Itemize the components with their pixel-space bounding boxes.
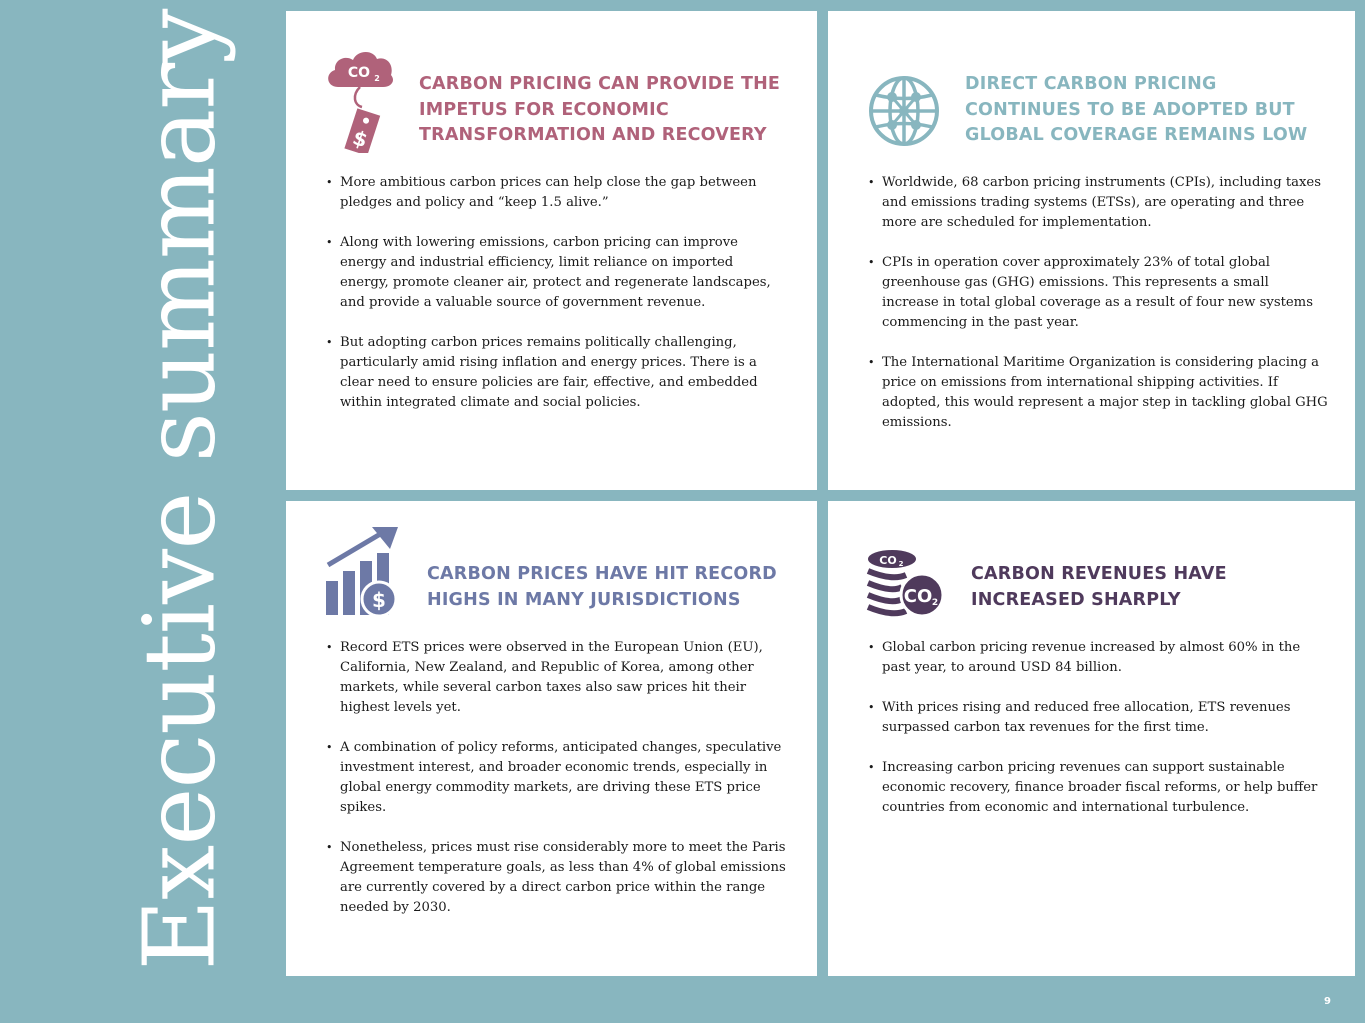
bullet-item: • The International Maritime Organization is considering placing a price on emissions from international shipping activities. If adopted, this would represent a major step in tackling global GHG emissions. <box>868 353 1328 433</box>
bullet-item: • Along with lowering emissions, carbon pricing can improve energy and industrial efficiency, limit reliance on imported energy, promote cleaner air, protect and regenerate landscapes, and provide a valuable source of government revenue. <box>326 233 786 313</box>
section-record-prices <box>286 501 817 976</box>
page-number: 9 <box>1324 996 1331 1007</box>
section-carbon-revenues <box>828 501 1355 976</box>
co2-cloud-price-tag-icon <box>324 45 396 153</box>
bullet-list <box>868 638 1328 838</box>
bullet-item: • Global carbon pricing revenue increased by almost 60% in the past year, to around USD 84 billion. <box>868 638 1328 678</box>
svg-text:2: 2 <box>931 598 939 608</box>
bullet-item: • But adopting carbon prices remains politically challenging, particularly amid rising inflation and energy prices. There is a clear need to ensure policies are fair, effective, and embedded within integrated climate and social policies. <box>326 333 786 413</box>
co2-coin-stack-icon <box>866 547 946 617</box>
bullet-item: • A combination of policy reforms, anticipated changes, speculative investment interest, and broader economic trends, especially in global energy commodity markets, are driving these ETS price spikes. <box>326 738 786 818</box>
svg-text:CO: CO <box>879 554 897 567</box>
bullet-item: • Record ETS prices were observed in the European Union (EU), California, New Zealand, and Republic of Korea, among other markets, while several carbon taxes also saw prices hit their highest levels yet. <box>326 638 786 718</box>
svg-text:2: 2 <box>374 74 380 83</box>
bullet-item: • More ambitious carbon prices can help close the gap between pledges and policy and “keep 1.5 alive.” <box>326 173 786 213</box>
bullet-item: • Worldwide, 68 carbon pricing instruments (CPIs), including taxes and emissions trading systems (ETSs), are operating and three more are scheduled for implementation. <box>868 173 1328 233</box>
globe-network-icon <box>868 75 940 147</box>
section-global-coverage <box>828 11 1355 490</box>
svg-text:$: $ <box>349 125 371 153</box>
page-title-container <box>80 9 280 971</box>
section-heading: CARBON PRICES HAVE HIT RECORD HIGHS IN MANY JURISDICTIONS <box>427 564 777 610</box>
bullet-item: • Increasing carbon pricing revenues can support sustainable economic recovery, finance broader fiscal reforms, or help buffer countries from economic and international turbulence. <box>868 758 1328 818</box>
bullet-item: • Nonetheless, prices must rise considerably more to meet the Paris Agreement temperature goals, as less than 4% of global emissions are currently covered by a direct carbon price within the range needed by 2030. <box>326 838 786 918</box>
svg-text:CO: CO <box>347 65 371 81</box>
section-heading: CARBON REVENUES HAVE INCREASED SHARPLY <box>971 564 1227 610</box>
rising-bar-chart-dollar-icon <box>324 523 404 619</box>
section-heading: DIRECT CARBON PRICING CONTINUES TO BE ADOPTED BUT GLOBAL COVERAGE REMAINS LOW <box>965 74 1308 145</box>
bullet-item: • With prices rising and reduced free allocation, ETS revenues surpassed carbon tax revenues for the first time. <box>868 698 1328 738</box>
page-title: Executive summary <box>123 9 238 971</box>
svg-text:$: $ <box>372 588 386 612</box>
bullet-list <box>868 173 1328 453</box>
section-heading: CARBON PRICING CAN PROVIDE THE IMPETUS FOR ECONOMIC TRANSFORMATION AND RECOVERY <box>419 74 781 145</box>
bullet-item: • CPIs in operation cover approximately 23% of total global greenhouse gas (GHG) emissions. This represents a small increase in total global coverage as a result of four new systems commencing in the past year. <box>868 253 1328 333</box>
svg-text:2: 2 <box>898 560 904 568</box>
bullet-list <box>326 173 786 433</box>
svg-text:CO: CO <box>903 586 933 607</box>
section-carbon-pricing-impetus <box>286 11 817 490</box>
bullet-list <box>326 638 786 938</box>
